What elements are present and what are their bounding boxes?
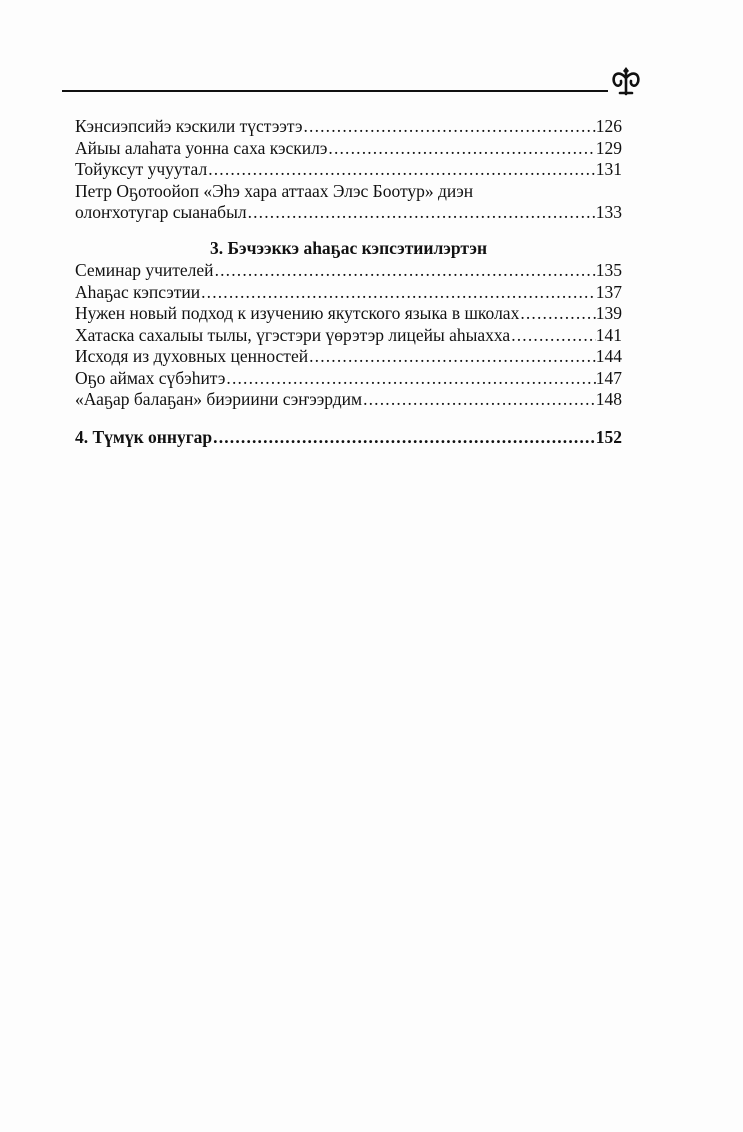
toc-entry: Аһаҕас кэпсэтии . . . 137 xyxy=(75,282,622,304)
toc-entry: Нужен новый подход к изучению якутского языка в школах . . . 139 xyxy=(75,303,622,325)
toc-entry: олоҥхотугар сыанабыл . . . 133 xyxy=(75,202,622,224)
toc-entry: Оҕо аймах сүбэһитэ . . . 147 xyxy=(75,368,622,390)
toc-entry-line: Петр Оҕотоойоп «Эһэ хара аттаах Элэс Боотур» диэн xyxy=(75,180,474,201)
toc-entry: Кэнсиэпсийэ кэскили түстээтэ . . . 126 xyxy=(75,116,622,138)
toc-entry: Семинар учителей . . . 135 xyxy=(75,260,622,282)
section-heading: 3. Бэчээккэ аһаҕас кэпсэтиилэртэн xyxy=(209,237,488,258)
toc-entry: «Ааҕар балаҕан» биэриини сэҥээрдим . . . 148 xyxy=(75,389,622,411)
toc-entry: Исходя из духовных ценностей . . . 144 xyxy=(75,346,622,368)
table-of-contents xyxy=(75,116,622,448)
toc-entry: Тойуксут учуутал . . . 131 xyxy=(75,159,622,181)
header-rule xyxy=(62,90,608,92)
ornament-icon xyxy=(608,66,644,98)
toc-entry: Хатаска сахалыы тылы, үгэстэри үөрэтэр лицейы аһыахха . . . 141 xyxy=(75,325,622,347)
toc-entry: Айыы алаһата уонна саха кэскилэ . . . 129 xyxy=(75,138,622,160)
toc-entry-section-4: 4. Түмүк оннугар . . . 152 xyxy=(75,427,622,449)
